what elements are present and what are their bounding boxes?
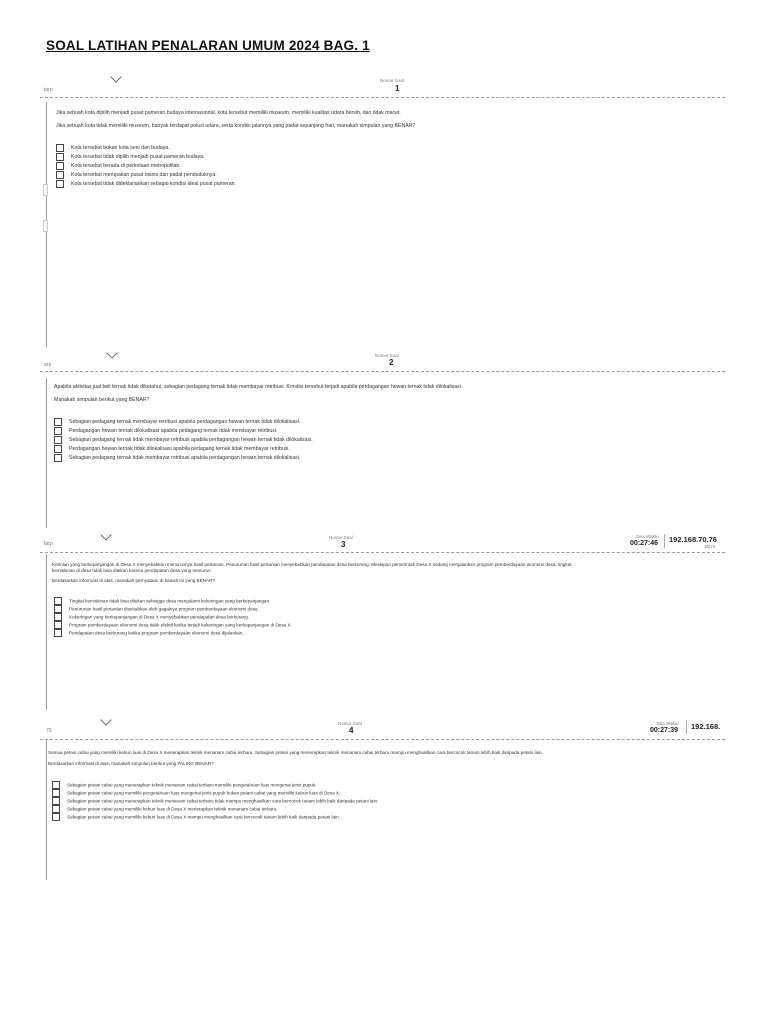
question-number: 3 <box>341 540 346 549</box>
timer-value: 00:27:39 <box>650 727 679 734</box>
question-text: Kerinian yang berkepanjangan di Desa X menyebabkan menurunnya hasil pertanian. Penurunan hasil pertanian menyebabkan pendapatan desa berkurang. Meskipun pemerintah Desa X sedang menjalankan program pemberdayaan ekonomi desa, tingkat <box>52 562 572 567</box>
side-handle <box>43 184 48 196</box>
answer-option[interactable]: Penurunan hasil pertanian disebabkan oleh gagalnya program pemberdayaan ekonomi desa. <box>54 605 259 613</box>
answer-option[interactable]: Pendapatan desa berkurang ketika program pemberdayaan ekonomi desa dijalankan. <box>54 629 244 637</box>
answer-option[interactable]: Sebagian petani cabai yang memiliki kebun luas di Desa X menerapkan teknik menanam cabai terbaru. <box>52 805 277 813</box>
checkbox[interactable] <box>54 454 62 462</box>
left-border <box>46 739 47 880</box>
answer-option[interactable]: Sebagian pedagang ternak membayar retribusi apabila perdagangan hewan ternak tidak dilokalisasi. <box>54 418 300 426</box>
corner-label: tarp <box>44 541 53 547</box>
question-text: kemiskinan di desa tidak bisa ditekan karena pendapatan desa yang menurun. <box>52 568 212 573</box>
question-text: Berdasarkan informasi di atas, manakah simpulan berikut yang PALING BENAR? <box>48 761 214 766</box>
question-number: 2 <box>389 358 394 367</box>
answer-option[interactable]: Sebagian pedagang ternak tidak membayar retribusi apabila perdagangan hewan ternak tidak dilokalisasi. <box>54 436 313 444</box>
nomor-soal-label: Nomor Soal <box>375 353 399 358</box>
checkbox[interactable] <box>56 180 64 188</box>
separator <box>664 534 665 548</box>
question-text: Berdasarkan informasi di atas, manakah pernyataan di bawah ini yang BENAR? <box>52 578 215 583</box>
checkbox[interactable] <box>52 813 60 821</box>
answer-option[interactable]: Kota tersebut berada di perkotaan metropolitan. <box>56 162 181 170</box>
checkbox[interactable] <box>56 162 64 170</box>
answer-option[interactable]: Kota tersebut merupakan pusat bisnis dan padat penduduknya. <box>56 171 217 179</box>
checkbox[interactable] <box>54 427 62 435</box>
answer-option[interactable]: Perdagangan hewan ternak dilokalisasi apabila pedagang ternak tidak membayar retribusi. <box>54 427 278 435</box>
nomor-soal-label: Nomor Soal <box>329 535 353 540</box>
checkbox[interactable] <box>56 171 64 179</box>
ip-address: 192.168.70.76 <box>669 535 717 544</box>
question-text: Semua petani cabai yang memiliki kebun luas di Desa X menerapkan teknik menanam cabai terbaru. Sebagian petani yang menerapkan teknik menanam cabai terbaru mampu menghasilkan cara bercocok tanam lebih baik daripada petani lain. <box>48 750 543 755</box>
checkbox[interactable] <box>54 629 62 637</box>
answer-option[interactable]: Sebagian petani cabai yang memiliki pengetahuan luas mengenai jenis pupuk bukan petani cabai yang memiliki kebun luas di Desa X. <box>52 789 340 797</box>
checkbox[interactable] <box>54 597 62 605</box>
answer-option[interactable]: Kota tersebut tidak dipilih menjadi pusat pameran budaya. <box>56 153 205 161</box>
question-screenshot-4 <box>40 715 730 880</box>
question-text: Manakah simpulan berikut yang BENAR? <box>54 397 150 403</box>
question-screenshot-1 <box>40 72 730 347</box>
answer-option[interactable]: Sebagian petani cabai yang menerapkan teknik menanam cabai terbaru memiliki pengetahuan luas mengenai jenis pupuk. <box>52 781 317 789</box>
answer-option[interactable]: Sebagian petani cabai yang memiliki kebun luas di Desa X mampu menghasilkan cara bercocok tanam lebih baik daripada petani lain. <box>52 813 340 821</box>
answer-option[interactable]: Tingkat kemiskinan tidak bisa ditekan sehingga desa mengalami kekeringan yang berkepanjangan. <box>54 597 270 605</box>
left-border <box>46 554 47 710</box>
question-screenshot-3 <box>40 530 730 710</box>
checkbox[interactable] <box>54 613 62 621</box>
corner-label: tarp <box>44 87 53 93</box>
separator <box>686 720 687 734</box>
question-number: 4 <box>349 726 354 735</box>
dashed-divider <box>40 97 725 98</box>
answer-option[interactable]: Program pemberdayaan ekonomi desa tidak efektif ketika terjadi kekeringan yang berkepanjangan di Desa X. <box>54 621 292 629</box>
side-handle <box>43 220 48 232</box>
chevron-down-icon[interactable] <box>100 714 111 725</box>
time-label: Sisa Waktu <box>656 721 679 726</box>
dashed-divider <box>40 739 725 740</box>
answer-option[interactable]: Kota tersebut bukan kota seni dan budaya. <box>56 144 170 152</box>
answer-option[interactable]: Perdagangan hewan ternak tidak dilokalisasi apabila pedagang ternak tidak membayar retribusi. <box>54 445 290 453</box>
checkbox[interactable] <box>54 605 62 613</box>
document-title: SOAL LATIHAN PENALARAN UMUM 2024 BAG. 1 <box>46 38 370 53</box>
dashed-divider <box>40 371 725 372</box>
left-border <box>46 378 47 528</box>
answer-option[interactable]: Kekeringan yang berkepanjangan di Desa X menyebabkan pendapatan desa berkurang. <box>54 613 249 621</box>
checkbox[interactable] <box>56 153 64 161</box>
timer-value: 00:27:46 <box>630 540 659 547</box>
checkbox[interactable] <box>54 418 62 426</box>
ip-address: 192.168. <box>691 722 721 731</box>
question-screenshot-2 <box>40 348 730 528</box>
chevron-down-icon[interactable] <box>106 347 117 358</box>
checkbox[interactable] <box>54 436 62 444</box>
nomor-soal-label: Nomor Soal <box>380 78 404 83</box>
answer-option[interactable]: Kota tersebut tidak dideklarasikan sebagai kondisi ideal pusat pameran. <box>56 180 236 188</box>
answer-option[interactable]: Sebagian pedagang ternak tidak membayar retribusi apabila perdagangan hewan ternak dilokalisasi. <box>54 454 300 462</box>
checkbox[interactable] <box>52 789 60 797</box>
question-text: Jika sebuah kota dipilih menjadi pusat pameran budaya internasional, kota tersebut memiliki museum, memiliki kualitas udara bersih, dan tidak macet. <box>56 110 401 116</box>
answer-option[interactable]: Sebagian petani cabai yang menerapkan teknik menanam cabai terbaru tidak mampu menghasilkan cara bercocok tanam lebih baik daripada petani lain. <box>52 797 378 805</box>
nomor-soal-label: Nomor Soal <box>338 721 362 726</box>
question-text: Apabila aktivitas jual beli ternak tidak diketahui, sebagian pedagang ternak tidak membayar retribusi. Kondisi tersebut terjadi apabila perdagangan hewan ternak tidak dilokalisasi. <box>54 384 463 390</box>
checkbox[interactable] <box>52 797 60 805</box>
chevron-down-icon[interactable] <box>100 529 111 540</box>
question-number: 1 <box>395 84 400 93</box>
dashed-divider <box>40 552 725 553</box>
checkbox[interactable] <box>52 805 60 813</box>
chevron-down-icon[interactable] <box>110 71 121 82</box>
time-label: Sisa Waktu <box>636 534 659 539</box>
corner-label: arp <box>44 362 52 368</box>
checkbox[interactable] <box>54 621 62 629</box>
checkbox[interactable] <box>52 781 60 789</box>
checkbox[interactable] <box>56 144 64 152</box>
corner-label: 70 <box>46 728 52 734</box>
checkbox[interactable] <box>54 445 62 453</box>
question-counter: 35/75 <box>704 544 716 549</box>
question-text: Jika sebuah kota tidak memiliki museum, banyak terdapat polusi udara, serta kondisi jalannya yang padat sepanjang hari, manakah simpulan yang BENAR? <box>56 123 416 129</box>
